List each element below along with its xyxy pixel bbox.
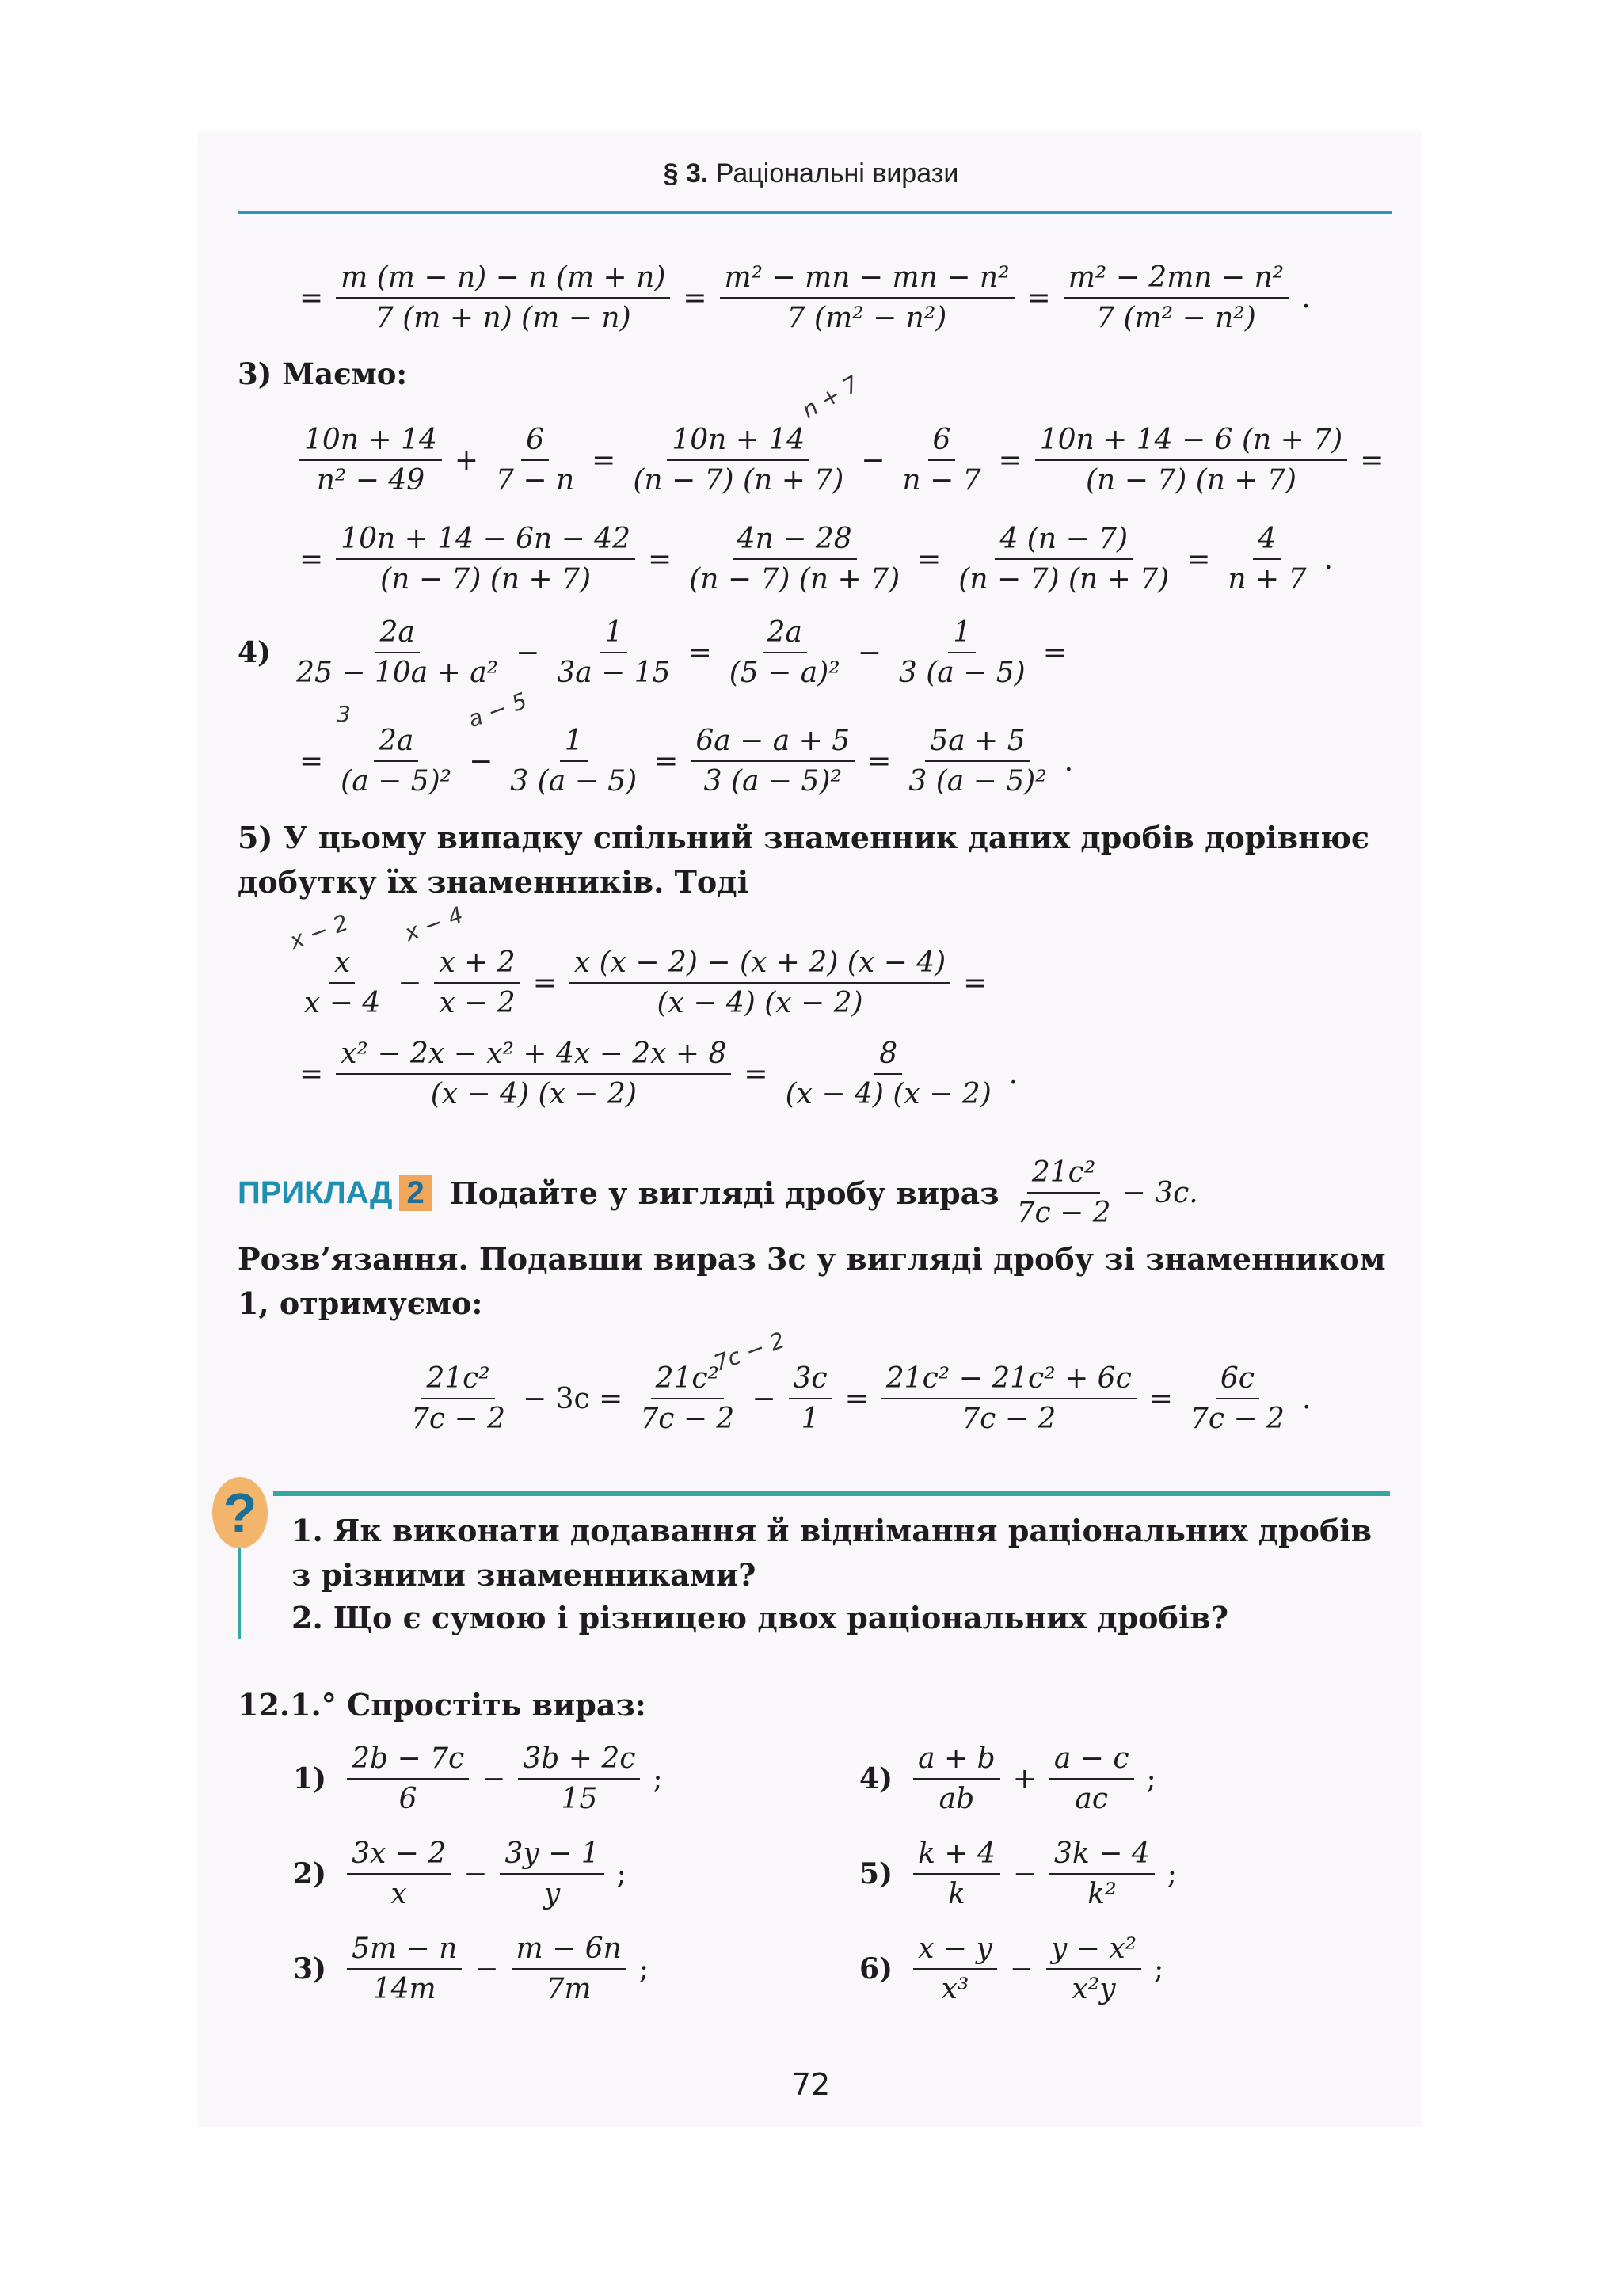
handwritten-multiplier: x − 2 — [286, 909, 352, 954]
handwritten-multiplier: a − 5 — [464, 687, 531, 733]
example-2-statement: ПРИКЛАД 2 Подайте у вигляді дробу вираз 21c² 7c − 2 − 3c. — [238, 1156, 1198, 1229]
step-5-text: 5) У цьому випадку спільний знаменник даних дробів дорівнює добутку їх знаменників. Тоді — [238, 820, 1370, 900]
separator: ; — [653, 1762, 663, 1795]
denominator: k² — [1087, 1878, 1117, 1910]
fraction — [913, 1932, 997, 2005]
numerator: 5m − n — [347, 1932, 462, 1970]
separator: ; — [638, 1952, 649, 1986]
denominator: 15 — [561, 1783, 598, 1815]
numerator: 3y − 1 — [500, 1837, 603, 1875]
equation-line-4b: = $\frac{2a}{\text{(a − 5)²}}$ − $\frac{1}{3 (a - 5)}$ = $\frac{6a - a + 5}{\text{3 (a − 5)²}}$ = $\frac{5a + 5}{\text{3 (a − 5)²}}$ . — [299, 725, 1074, 798]
numerator: 3x − 2 — [347, 1837, 451, 1875]
example-text: Подайте у вигляді дробу вираз — [449, 1175, 999, 1211]
exercise-number: 1) — [293, 1762, 327, 1795]
equation-line-3a: 10n + 14 n² − 49 + $\frac{6}{7 - n}$ = $\frac{10n + 14}{(n - 7) (n + 7)}$ − $\frac{6}{n - 7}$ = $\frac{10n + 14 - 6 (n + 7)}{(n - 7) (n + 7)}$ = — [293, 424, 1390, 497]
numerator: 3b + 2c — [518, 1742, 640, 1780]
example-2-equation: 21c² 7c − 2 − 3c = $\frac{\text{21c²}}{7c - 2}$ − $\frac{3c}{1}$ = $\frac{\text{21c² − 21c² + 6c}}{7c - 2}$ = $\frac{6c}{7c - 2}$ . — [411, 1362, 1312, 1435]
fraction — [913, 1742, 1000, 1815]
numerator: x − y — [913, 1932, 997, 1970]
exercise-number: 5) — [859, 1857, 893, 1890]
questions-rule — [273, 1491, 1390, 1496]
example-number: 2 — [399, 1175, 432, 1211]
denominator: x — [390, 1878, 407, 1910]
step-3-intro: 3) Маємо: — [238, 356, 408, 391]
exercise-number: 6) — [859, 1952, 893, 1986]
numerator: m − 6n — [512, 1932, 626, 1970]
fraction — [347, 1932, 462, 2005]
separator: ; — [616, 1857, 626, 1890]
running-header — [0, 158, 1622, 189]
fraction — [1049, 1742, 1134, 1815]
exercise-number: 3) — [293, 1952, 327, 1986]
denominator: x³ — [941, 1973, 969, 2005]
question-mark-icon: ? — [212, 1477, 268, 1548]
denominator: x²y — [1072, 1973, 1116, 2005]
operator: − — [482, 1762, 506, 1795]
equation-line-3b: = $\frac{10n + 14 - 6n - 42}{(n - 7) (n + 7)}$ = $\frac{4n - 28}{(n - 7) (n + 7)}$ = $\frac{4 (n - 7)}{(n - 7) (n + 7)}$ = $\frac{4}{n + 7}$ . — [299, 523, 1333, 596]
equation-line-1: = $\frac{m (m - n) - n (m + n)}{7 (m + n) (m - n)}$ = $\frac{\text{m² − mn − mn − n²}}{\text{7 (m² − n²)}}$ = $\frac{\text{m² − 2mn − n²}}{\text{7 (m² − n²)}}$ . — [299, 261, 1311, 334]
denominator: ab — [939, 1783, 975, 1815]
fraction — [518, 1742, 640, 1815]
numerator: y − x² — [1046, 1932, 1141, 1970]
fraction — [1046, 1932, 1141, 2005]
question-1: 1. Як виконати додавання й віднімання раціональних дробів з різними знаменниками? — [291, 1513, 1373, 1593]
denominator: k — [948, 1878, 965, 1910]
question-2: 2. Що є сумою і різницею двох раціональних дробів? — [291, 1600, 1228, 1635]
fraction — [347, 1742, 469, 1815]
exercise-item — [293, 1742, 669, 1815]
handwritten-multiplier: n + 7 — [797, 371, 863, 424]
page-number: 72 — [791, 2067, 831, 2102]
equation-line-4a: 4) 2a 25 − 10a + a² − $\frac{1}{3a - 15}$ = $\frac{2a}{\text{(5 − a)²}}$ − $\frac{1}{3 (a - 5)}$ = — [238, 616, 1067, 689]
denominator: ac — [1075, 1783, 1108, 1815]
exercise-item — [859, 1932, 1170, 2005]
exercise-item — [859, 1837, 1183, 1910]
fraction — [913, 1837, 1000, 1910]
example-label: ПРИКЛАД — [238, 1175, 393, 1210]
separator: ; — [1167, 1857, 1177, 1890]
exercise-item — [293, 1932, 655, 2005]
numerator: a − c — [1049, 1742, 1134, 1780]
exercise-item — [859, 1742, 1163, 1815]
fraction — [1049, 1837, 1155, 1910]
header-rule — [238, 211, 1392, 214]
fraction — [512, 1932, 626, 2005]
handwritten-multiplier: 7c − 2 — [710, 1327, 789, 1376]
denominator: 7m — [546, 1973, 592, 2005]
separator: ; — [1154, 1952, 1164, 1986]
operator: + — [1012, 1762, 1037, 1795]
numerator: 2b − 7c — [347, 1742, 469, 1780]
handwritten-multiplier: 3 — [337, 701, 351, 727]
section-number: § 3. — [663, 158, 709, 188]
handwritten-multiplier: x − 4 — [401, 901, 467, 946]
exercise-number: 2) — [293, 1857, 327, 1890]
operator: − — [1009, 1952, 1034, 1986]
exercise-number: 4) — [859, 1762, 893, 1795]
section-title: Раціональні вирази — [715, 158, 959, 188]
numerator: 3k − 4 — [1049, 1837, 1155, 1875]
equation-line-5a: x x − 4 − $\frac{x + 2}{x - 2}$ = $\frac{x (x - 2) - (x + 2) (x - 4)}{(x - 4) (x - 2)}$ = — [304, 946, 988, 1019]
denominator: 14m — [372, 1973, 436, 2005]
denominator: y — [543, 1878, 561, 1910]
operator: − — [463, 1857, 488, 1890]
equation-line-5b: = $\frac{\text{x² − 2x − x² + 4x − 2x + 8}}{(x - 4) (x - 2)}$ = $\frac{8}{(x - 4) (x - 2)}$ . — [299, 1038, 1019, 1110]
fraction — [500, 1837, 603, 1910]
exercise-item — [293, 1837, 633, 1910]
numerator: a + b — [913, 1742, 1000, 1780]
exercise-title: 12.1.° Спростіть вираз: — [238, 1687, 646, 1723]
operator: − — [474, 1952, 499, 1986]
numerator: k + 4 — [913, 1837, 1000, 1875]
denominator: 6 — [398, 1783, 417, 1815]
separator: ; — [1146, 1762, 1156, 1795]
operator: − — [1012, 1857, 1038, 1890]
fraction — [347, 1837, 451, 1910]
solution-text: Розв’язання. Подавши вираз 3c у вигляді дробу зі знаменником 1, отримуємо: — [238, 1241, 1386, 1321]
